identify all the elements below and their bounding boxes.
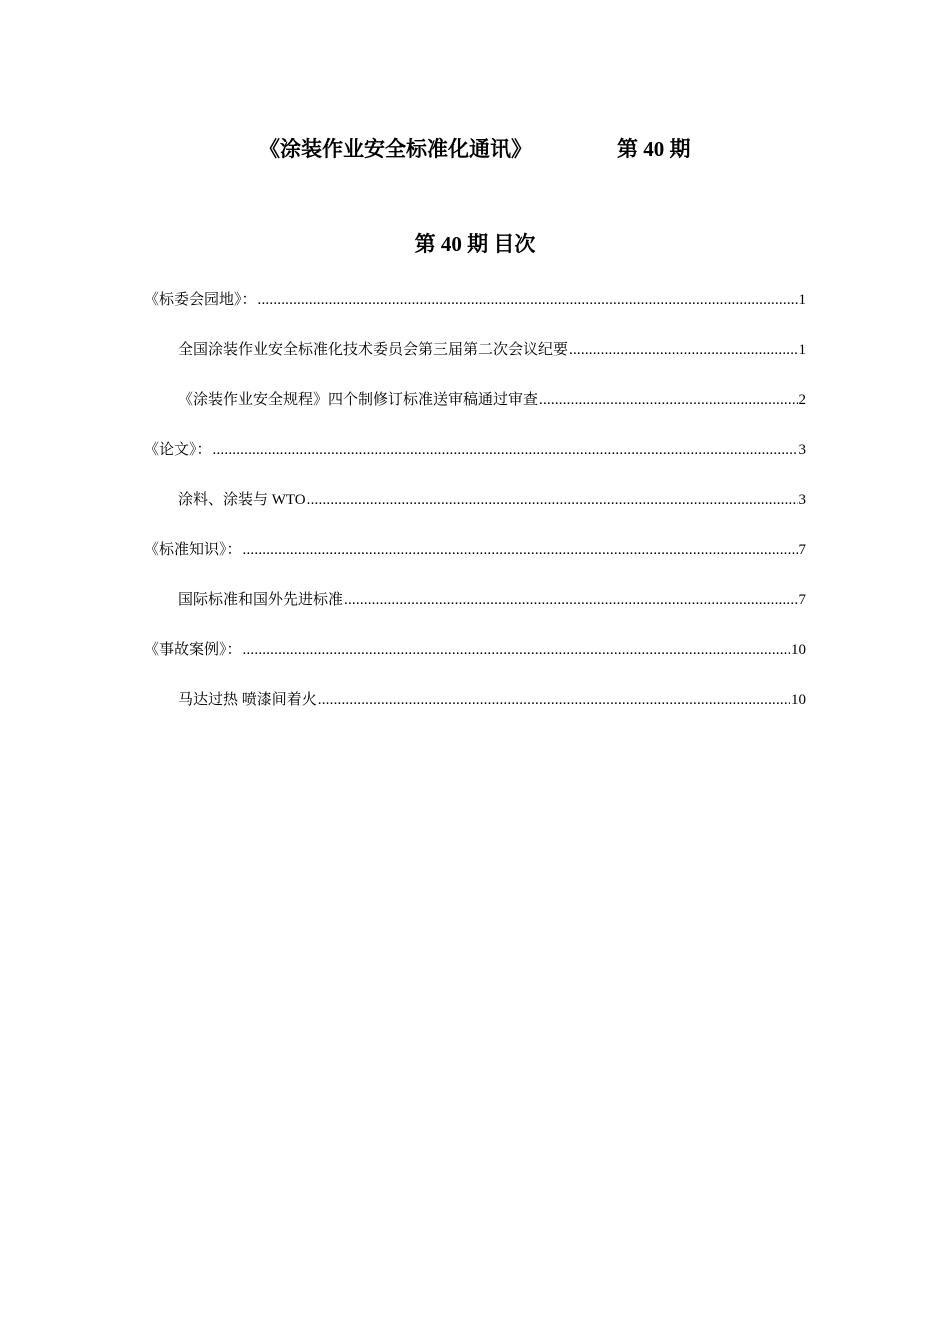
toc-entry-label: 《论文》：: [144, 442, 212, 458]
toc-page-number: 7: [798, 542, 806, 558]
toc-leader-dots: [569, 338, 797, 362]
toc-leader-dots: [539, 388, 797, 412]
toc-section[interactable]: [144, 538, 806, 588]
toc-leader-dots: [258, 288, 798, 312]
toc-leader-dots: [318, 688, 790, 712]
toc-entry-label: 《事故案例》：: [144, 642, 242, 658]
toc-entry-label: 马达过热 喷漆间着火: [178, 692, 317, 708]
toc-page-number: 1: [798, 342, 806, 358]
toc-page-number: 10: [791, 642, 806, 658]
toc-page-number: 3: [798, 492, 806, 508]
toc-section[interactable]: [144, 638, 806, 688]
newsletter-title: 《涂装作业安全标准化通讯》: [259, 137, 532, 161]
issue-number: 第 40 期: [617, 137, 691, 161]
toc-entry-label: 《标准知识》：: [144, 542, 242, 558]
toc-article[interactable]: [144, 688, 806, 738]
toc-page-number: 1: [798, 292, 806, 308]
toc-leader-dots: [213, 438, 798, 462]
toc-article[interactable]: [144, 388, 806, 438]
toc-heading: 第 40 期 目次: [414, 232, 536, 256]
toc-leader-dots: [344, 588, 797, 612]
table-of-contents: [144, 288, 806, 738]
toc-leader-dots: [243, 638, 790, 662]
toc-leader-dots: [307, 488, 798, 512]
toc-section[interactable]: [144, 288, 806, 338]
toc-entry-label: 《涂装作业安全规程》四个制修订标准送审稿通过审查: [178, 392, 539, 408]
toc-entry-label: 国际标准和国外先进标准: [178, 592, 344, 608]
toc-entry-label: 涂料、涂装与 WTO: [178, 492, 306, 508]
toc-page-number: 2: [798, 392, 806, 408]
toc-article[interactable]: [144, 488, 806, 538]
toc-article[interactable]: [144, 338, 806, 388]
toc-article[interactable]: [144, 588, 806, 638]
toc-leader-dots: [243, 538, 798, 562]
toc-page-number: 10: [791, 692, 806, 708]
toc-section[interactable]: [144, 438, 806, 488]
masthead: [0, 133, 950, 167]
toc-page-number: 3: [798, 442, 806, 458]
toc-page-number: 7: [798, 592, 806, 608]
toc-entry-label: 《标委会园地》：: [144, 292, 257, 308]
toc-entry-label: 全国涂装作业安全标准化技术委员会第三届第二次会议纪要: [178, 342, 569, 358]
